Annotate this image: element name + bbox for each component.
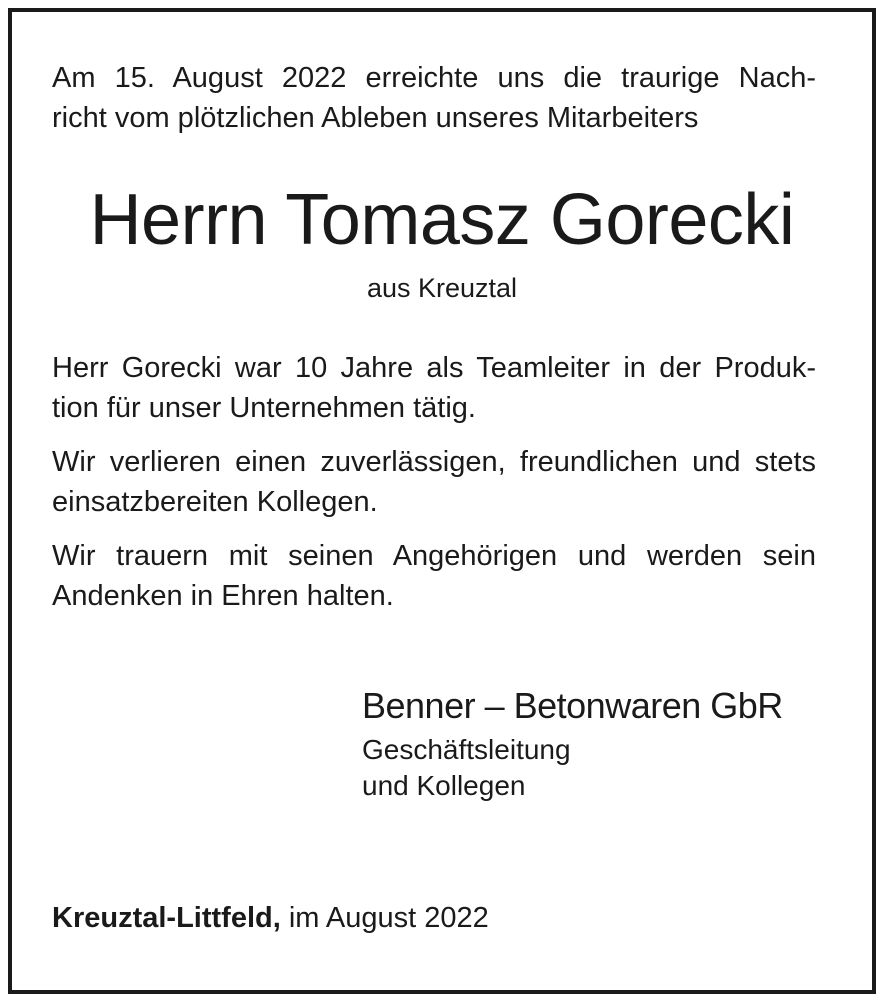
paragraph-tenure xyxy=(52,348,816,428)
paragraph-line: Wir verlieren einen zuverlässigen, freundlichen und stets xyxy=(52,446,816,478)
paragraph-line: Herr Gorecki war 10 Jahre als Teamleiter in der Produk- xyxy=(52,352,816,384)
signature-company: Benner – Betonwaren GbR xyxy=(362,685,783,726)
paragraph-line: Andenken in Ehren halten. xyxy=(52,580,394,612)
intro-text xyxy=(52,58,816,138)
deceased-name: Herrn Tomasz Gorecki xyxy=(89,180,795,260)
intro-line: richt vom plötzlichen Ableben unseres Mitarbeiters xyxy=(52,102,699,134)
signature-signers xyxy=(362,732,571,804)
signature-line: Geschäftsleitung xyxy=(362,734,571,765)
footer-place: Kreuztal-Littfeld, xyxy=(52,902,281,934)
paragraph-line: einsatzbereiten Kollegen. xyxy=(52,486,378,518)
deceased-origin: aus Kreuztal xyxy=(366,273,518,303)
place-date xyxy=(52,898,489,938)
signature-line: und Kollegen xyxy=(362,770,526,801)
footer-date: im August 2022 xyxy=(280,902,489,934)
paragraph-line: tion für unser Unternehmen tätig. xyxy=(52,392,476,424)
paragraph-tribute xyxy=(52,442,816,522)
paragraph-line: Wir trauern mit seinen Angehörigen und werden sein xyxy=(52,540,816,572)
paragraph-condolence xyxy=(52,536,816,616)
intro-line: Am 15. August 2022 erreichte uns die traurige Nach- xyxy=(52,62,816,94)
